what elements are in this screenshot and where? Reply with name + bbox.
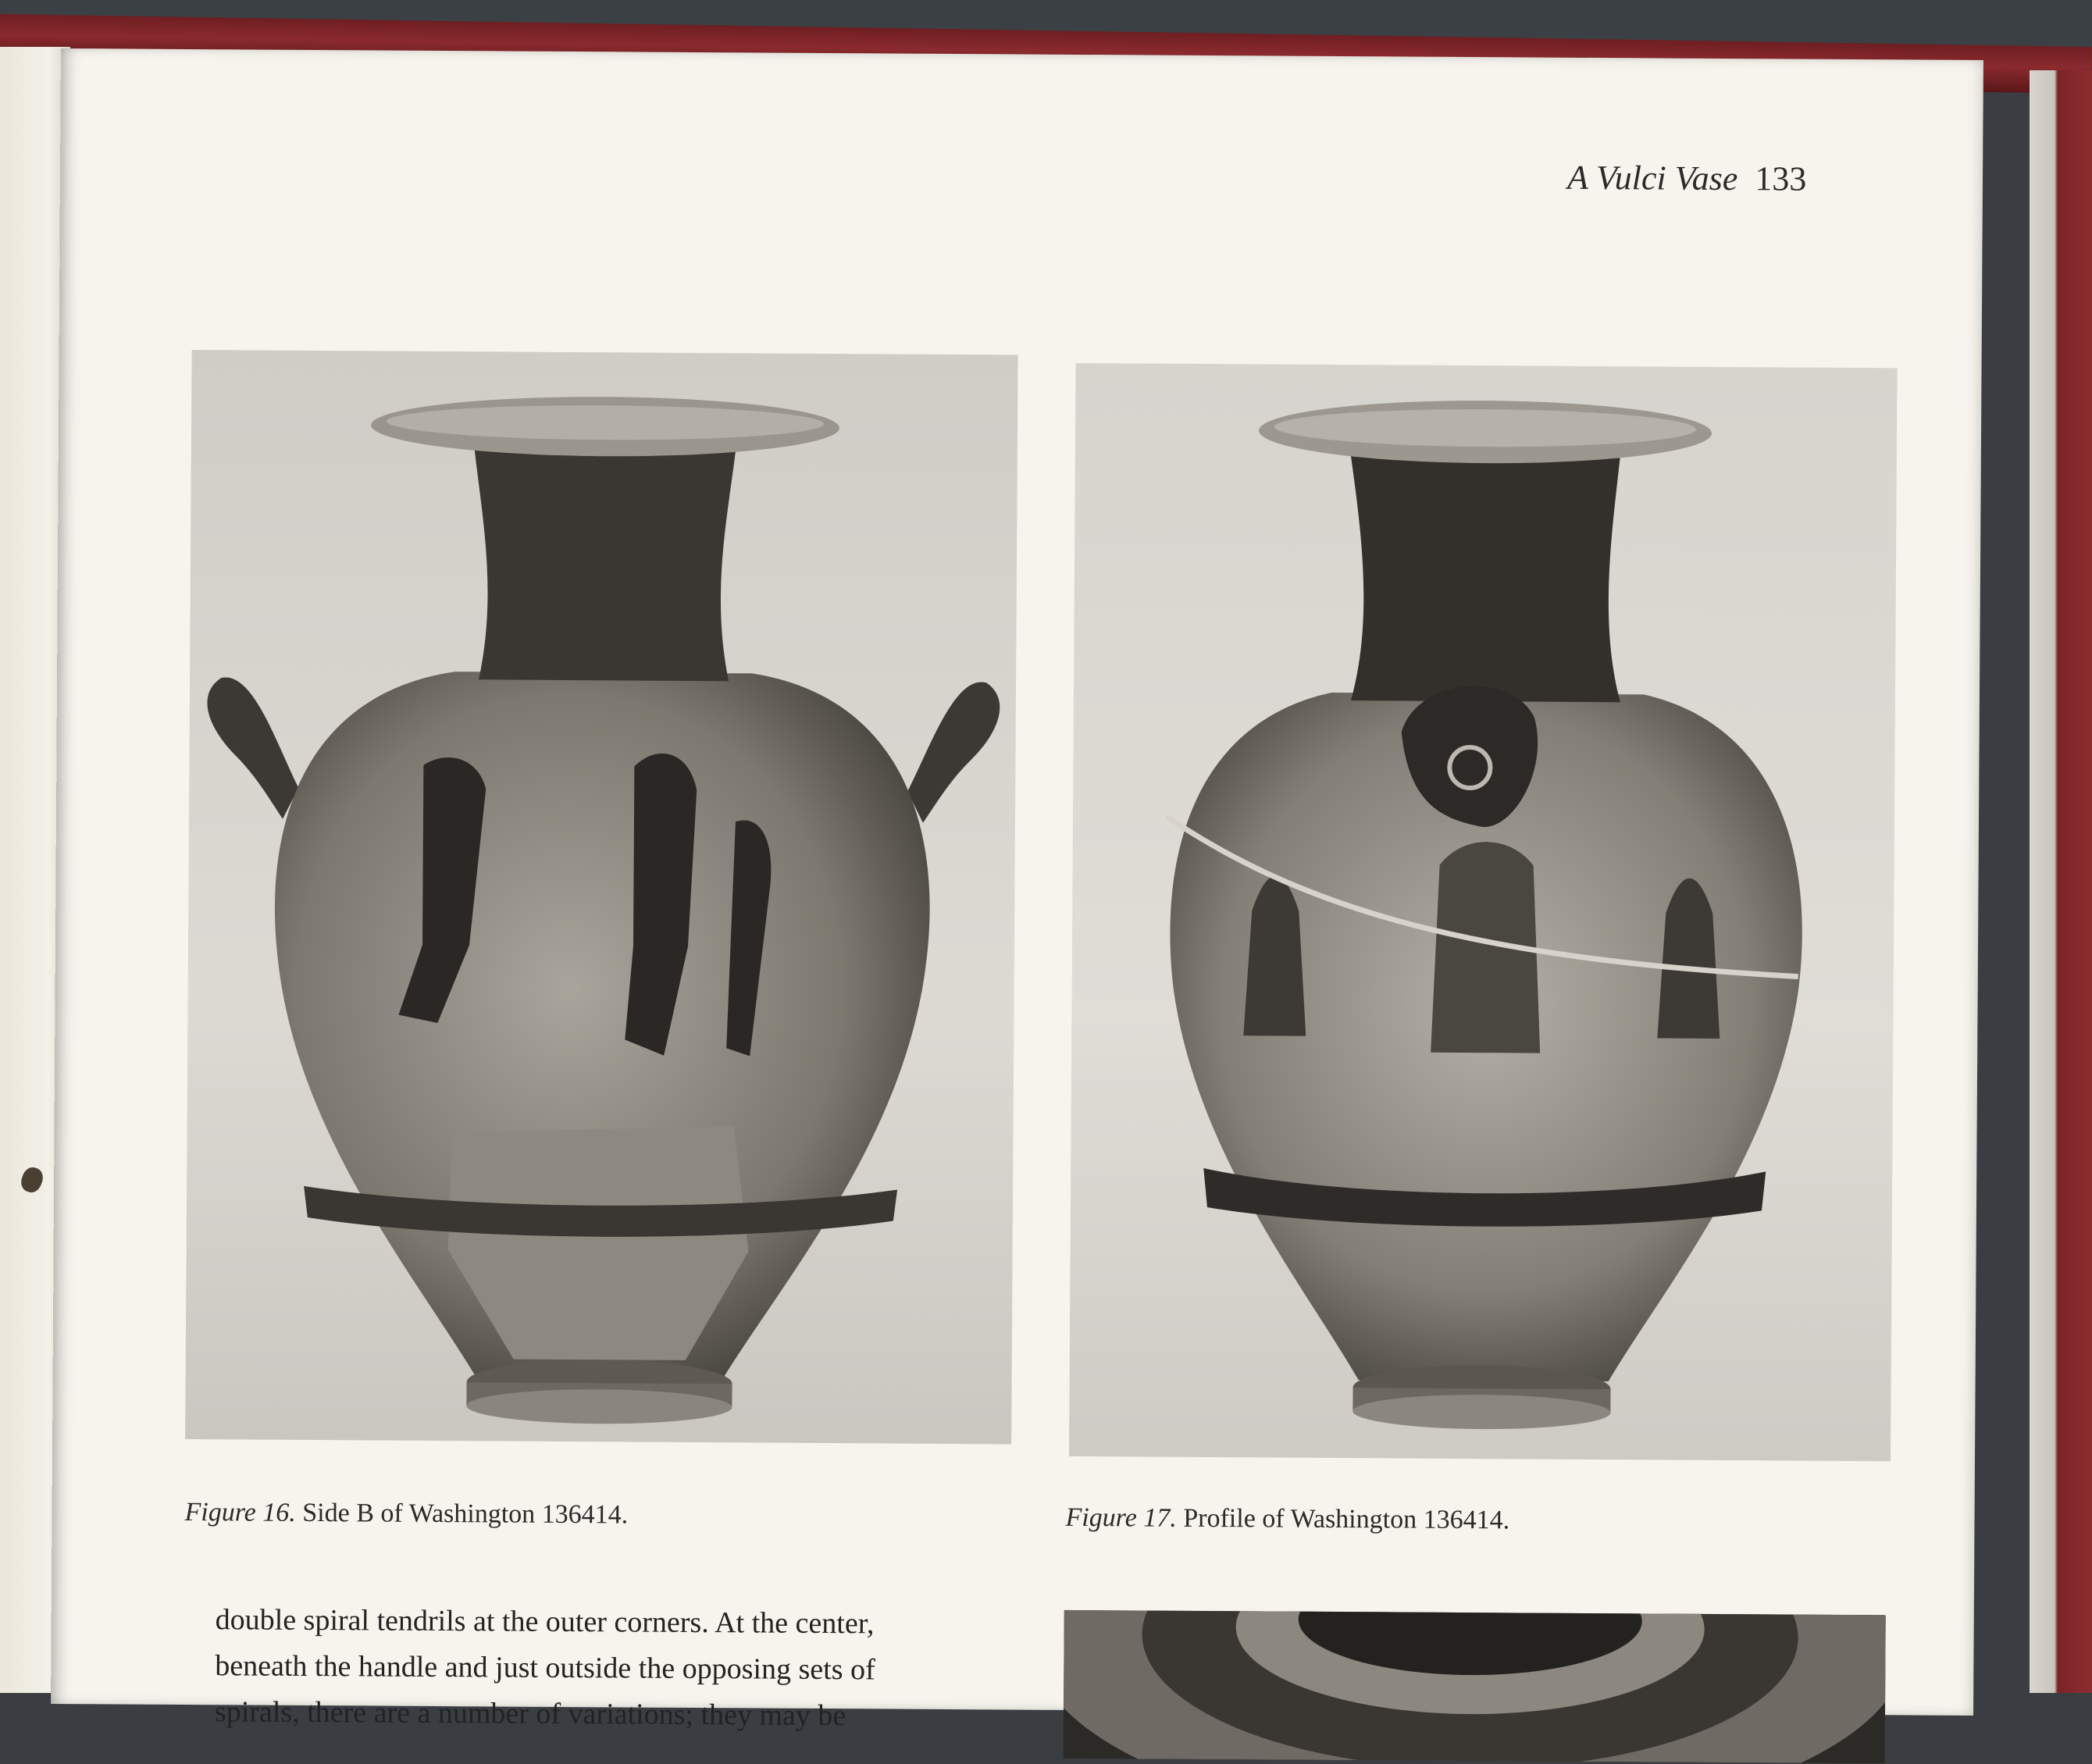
body-text bbox=[215, 1597, 1004, 1740]
figure-17-photo bbox=[1069, 363, 1898, 1461]
figure-17-caption-text: Profile of Washington 136414. bbox=[1183, 1503, 1510, 1535]
figure-17-label: Figure 17. bbox=[1065, 1502, 1177, 1533]
body-text-line: double spiral tendrils at the outer corners. At the center, bbox=[215, 1603, 875, 1641]
body-text-line: spirals, there are a number of variations; they may be bbox=[214, 1695, 846, 1733]
figure-16-caption bbox=[184, 1498, 628, 1530]
figure-16-photo bbox=[185, 350, 1018, 1444]
figure-16-label: Figure 16. bbox=[184, 1498, 296, 1527]
book-page bbox=[51, 48, 1983, 1733]
body-text-line: beneath the handle and just outside the opposing sets of bbox=[215, 1649, 875, 1687]
page-number: 133 bbox=[1755, 159, 1807, 198]
figure-16-caption-text: Side B of Washington 136414. bbox=[302, 1498, 629, 1530]
running-head bbox=[1567, 158, 1895, 200]
figure-18-photo bbox=[1064, 1610, 1886, 1763]
book-cover-right-edge bbox=[2030, 70, 2092, 1693]
running-head-title: A Vulci Vase bbox=[1566, 158, 1738, 198]
figure-17-caption bbox=[1065, 1503, 1509, 1535]
